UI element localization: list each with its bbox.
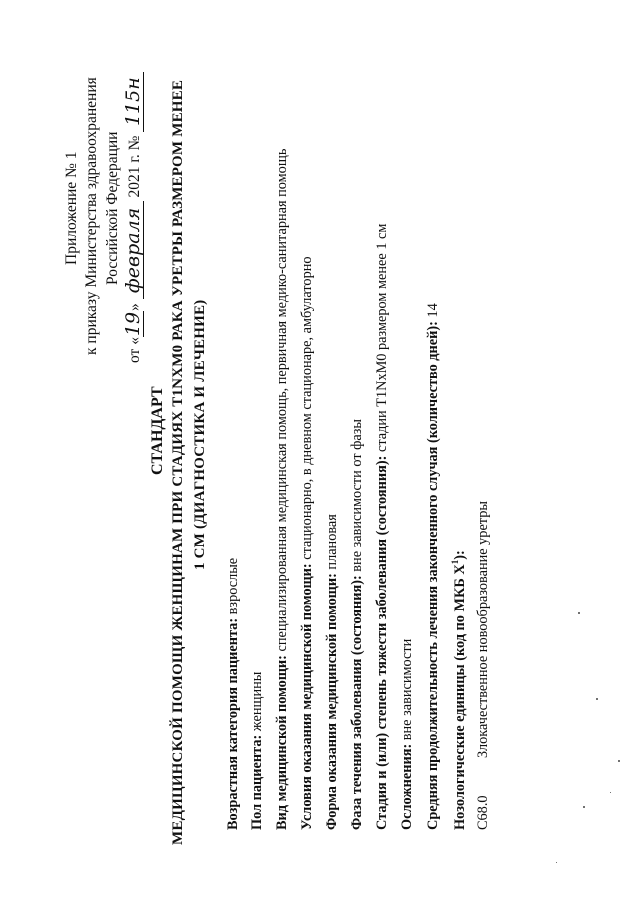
date-day: 19 <box>122 311 144 337</box>
field-label: Стадия и (или) степень тяжести заболевания (состояния): <box>374 455 390 830</box>
field-value: стационарно, в дневном стационаре, амбулаторно <box>299 256 315 564</box>
appendix-number: Приложение № 1 <box>63 151 80 265</box>
field-value: специализированная медицинская помощь, первичная медико-санитарная помощь <box>274 148 290 656</box>
scan-speck <box>610 792 611 793</box>
nosology-row <box>476 470 490 830</box>
field-value: женщины <box>249 671 265 735</box>
field-value: плановая <box>324 514 340 574</box>
field-label: Условия оказания медицинской помощи: <box>299 563 315 830</box>
field-label: Средняя продолжительность лечения законченного случая (количество дней): <box>425 321 441 830</box>
scan-speck <box>596 698 598 700</box>
nosology-heading <box>451 490 467 830</box>
order-number: 115н <box>124 72 144 132</box>
field-treatment-duration <box>426 230 440 830</box>
appendix-line-3 <box>105 110 121 285</box>
title-line-1-row <box>171 45 186 845</box>
field-patient-sex <box>250 645 264 830</box>
date-year: 2021 г. № <box>126 135 143 198</box>
field-value: вне зависимости от фазы <box>349 418 365 576</box>
field-value: стадии T1NxM0 размером менее 1 см <box>374 223 390 456</box>
footnote-marker: 1 <box>450 559 460 565</box>
field-care-conditions <box>300 205 314 830</box>
field-care-form <box>325 480 339 830</box>
title-line-2: 1 СМ (ДИАГНОСТИКА И ЛЕЧЕНИЕ) <box>192 299 208 570</box>
title-heading-row <box>150 380 166 475</box>
field-disease-phase <box>350 390 364 830</box>
field-care-type <box>275 90 289 830</box>
diagnosis-name: Злокачественное новообразование уретры <box>475 501 491 758</box>
field-value: 14 <box>425 303 441 322</box>
field-disease-stage <box>375 165 389 830</box>
nosology-label-end: ): <box>451 550 468 560</box>
appendix-order-ministry: к приказу Министерства здравоохранения <box>83 77 100 355</box>
scan-speck <box>618 760 620 762</box>
field-label: Фаза течения заболевания (состояния): <box>349 575 365 830</box>
date-month: февраля <box>124 201 144 299</box>
appendix-country: Российской Федерации <box>104 131 121 285</box>
field-value: вне зависимости <box>399 638 415 744</box>
scan-speck <box>583 806 585 808</box>
scan-speck <box>578 612 580 614</box>
field-age-category <box>226 500 240 830</box>
icd-code: C68.0 <box>475 795 491 830</box>
field-label: Форма оказания медицинской помощи: <box>324 573 340 830</box>
appendix-date-line <box>124 33 144 363</box>
date-mid: » <box>126 303 143 312</box>
field-value: взрослые <box>225 557 241 618</box>
field-label: Возрастная категория пациента: <box>225 617 241 830</box>
appendix-line-2 <box>84 70 100 355</box>
appendix-line-1 <box>64 100 80 265</box>
nosology-label: Нозологические единицы (код по МКБ X <box>451 564 468 830</box>
title-line-1: МЕДИЦИНСКОЙ ПОМОЩИ ЖЕНЩИНАМ ПРИ СТАДИЯХ T1NXM0 РАКА УРЕТРЫ РАЗМЕРОМ МЕНЕЕ <box>170 79 186 845</box>
field-complications <box>400 600 414 830</box>
date-prefix: от « <box>126 337 143 363</box>
field-label: Осложнения: <box>399 743 415 830</box>
scan-speck <box>556 862 557 863</box>
field-label: Вид медицинской помощи: <box>274 655 290 830</box>
title-line-2-row <box>193 270 208 570</box>
title-heading: СТАНДАРТ <box>149 386 166 475</box>
field-label: Пол пациента: <box>249 734 265 830</box>
